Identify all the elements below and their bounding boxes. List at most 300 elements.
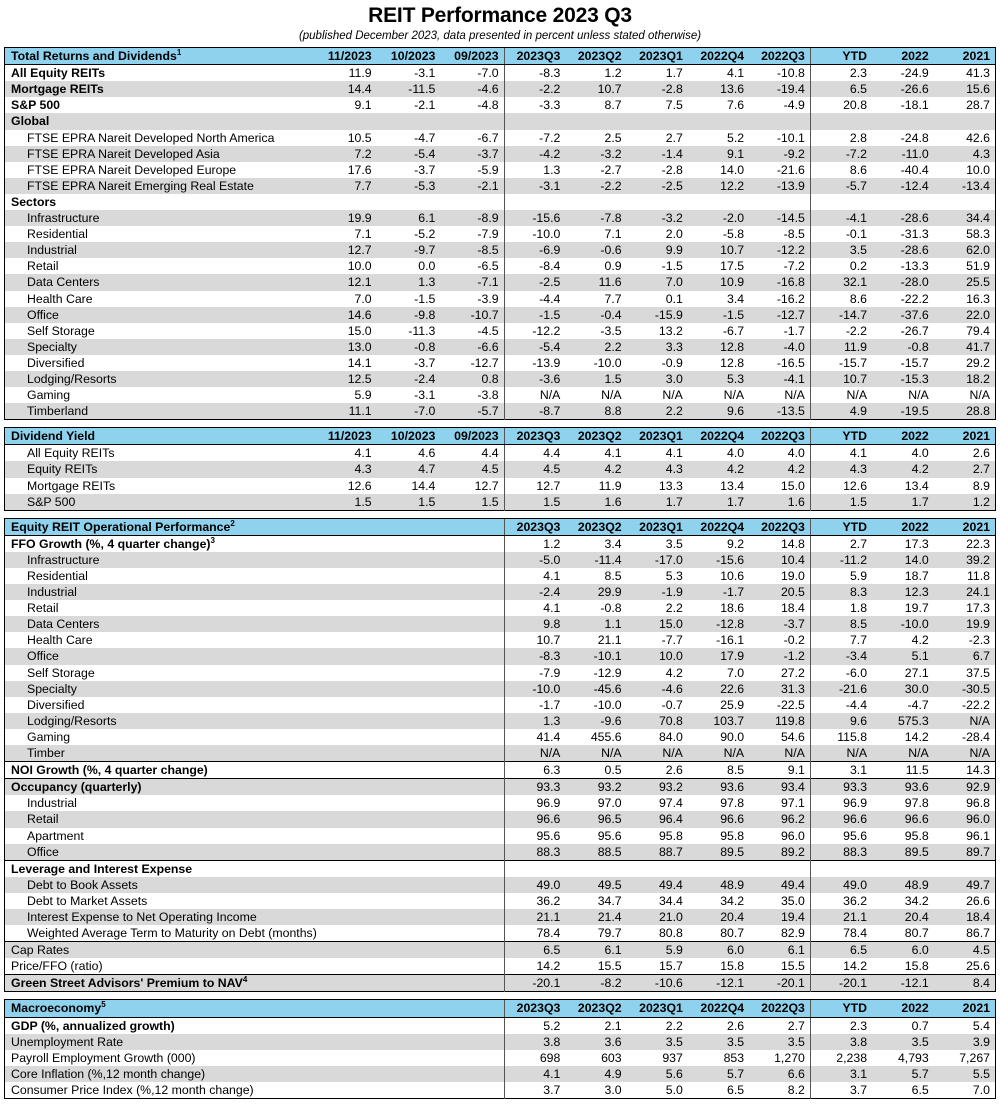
data-cell: 96.4 (627, 811, 688, 827)
table-row (5, 811, 996, 827)
row-label: Office (5, 844, 505, 861)
row-label: Timber (5, 745, 505, 762)
data-cell: 4.3 (934, 146, 996, 162)
data-cell (565, 860, 626, 877)
data-cell: -8.5 (440, 242, 504, 258)
data-cell: -7.2 (504, 130, 565, 146)
data-cell: 1.7 (688, 494, 749, 511)
data-cell: -8.7 (504, 403, 565, 420)
row-label: Apartment (5, 828, 505, 844)
row-label: All Equity REITs (5, 445, 313, 462)
data-cell: 27.2 (749, 665, 810, 681)
data-cell: -5.9 (440, 162, 504, 178)
data-cell: 1.8 (810, 600, 872, 616)
data-cell: 10.6 (688, 568, 749, 584)
data-cell: 1.3 (377, 274, 441, 290)
data-cell: 14.2 (810, 958, 872, 975)
data-cell: 0.8 (440, 371, 504, 387)
data-cell: N/A (872, 745, 934, 762)
row-label: Mortgage REITs (5, 478, 313, 494)
data-cell: -2.0 (688, 210, 749, 226)
data-cell: -4.2 (504, 146, 565, 162)
data-cell (313, 113, 377, 129)
row-label: Core Inflation (%,12 month change) (5, 1066, 505, 1082)
data-cell: -14.7 (810, 307, 872, 323)
table-row (5, 146, 996, 162)
data-cell: -8.9 (440, 210, 504, 226)
data-cell: 19.9 (934, 616, 996, 632)
data-cell: 9.1 (749, 762, 810, 779)
data-cell: 4.3 (810, 461, 872, 477)
data-cell: 4.2 (872, 461, 934, 477)
row-label: Data Centers (5, 616, 505, 632)
data-cell: -3.2 (627, 210, 688, 226)
column-header: 2023Q3 (504, 518, 565, 535)
column-header: YTD (810, 428, 872, 445)
table-row (5, 226, 996, 242)
data-cell: 1.5 (313, 494, 377, 511)
table-row (5, 1082, 996, 1099)
data-cell: -20.1 (810, 975, 872, 992)
data-cell: 8.6 (810, 162, 872, 178)
data-cell: 21.1 (565, 632, 626, 648)
data-cell: 93.2 (627, 779, 688, 796)
data-cell: 6.5 (688, 1082, 749, 1099)
data-cell: 88.3 (810, 844, 872, 861)
data-cell: -16.5 (749, 355, 810, 371)
data-cell: 3.5 (688, 1034, 749, 1050)
data-cell (749, 860, 810, 877)
data-cell: 25.6 (934, 958, 996, 975)
data-cell: -22.2 (934, 697, 996, 713)
data-cell: 4.2 (749, 461, 810, 477)
data-cell: -6.7 (440, 130, 504, 146)
data-cell: -0.8 (872, 339, 934, 355)
data-cell: 12.2 (688, 178, 749, 194)
data-cell: 1.1 (565, 616, 626, 632)
data-cell: 17.5 (688, 258, 749, 274)
data-cell: 30.0 (872, 681, 934, 697)
data-cell: 21.1 (504, 909, 565, 925)
column-header: 2023Q3 (504, 1000, 565, 1017)
table-row (5, 925, 996, 942)
data-cell: -5.4 (504, 339, 565, 355)
data-cell: -16.2 (749, 291, 810, 307)
table-row (5, 762, 996, 779)
data-cell: 6.5 (872, 1082, 934, 1099)
data-cell: 79.7 (565, 925, 626, 942)
data-cell: 36.2 (810, 893, 872, 909)
data-cell: -14.5 (749, 210, 810, 226)
data-cell: -3.5 (565, 323, 626, 339)
data-cell: 4.7 (377, 461, 441, 477)
data-cell: 95.6 (504, 828, 565, 844)
data-cell: N/A (810, 387, 872, 403)
data-cell: 4.2 (872, 632, 934, 648)
data-cell: -0.2 (749, 632, 810, 648)
data-cell: 10.7 (688, 242, 749, 258)
table-row (5, 568, 996, 584)
table-row (5, 648, 996, 664)
data-cell: 82.9 (749, 925, 810, 942)
row-label: Price/FFO (ratio) (5, 958, 505, 975)
data-cell (934, 194, 996, 210)
section-title: Total Returns and Dividends$^1$ (5, 48, 313, 65)
data-cell: 9.1 (313, 97, 377, 113)
data-cell: -12.2 (749, 242, 810, 258)
column-header: 2022Q4 (688, 48, 749, 65)
data-cell: -19.5 (872, 403, 934, 420)
row-label: Debt to Market Assets (5, 893, 505, 909)
data-cell: 6.5 (504, 942, 565, 959)
data-cell: 8.3 (810, 584, 872, 600)
row-label: FFO Growth (%, 4 quarter change)$^3$ (5, 535, 505, 552)
data-cell: 4.1 (504, 600, 565, 616)
data-cell: -8.4 (504, 258, 565, 274)
column-header: 2021 (934, 428, 996, 445)
row-label: Gaming (5, 729, 505, 745)
data-cell: 5.5 (934, 1066, 996, 1082)
data-cell: -7.7 (627, 632, 688, 648)
data-cell: 2.3 (810, 65, 872, 82)
row-label: S&P 500 (5, 494, 313, 511)
data-cell: 11.5 (872, 762, 934, 779)
data-cell: 4.2 (688, 461, 749, 477)
data-cell: 17.9 (688, 648, 749, 664)
data-cell: 93.6 (872, 779, 934, 796)
data-cell: N/A (627, 745, 688, 762)
data-cell: 97.4 (627, 795, 688, 811)
data-cell: 1.3 (504, 162, 565, 178)
data-cell: 4.9 (810, 403, 872, 420)
data-cell: 4.0 (688, 445, 749, 462)
data-cell: -3.3 (504, 97, 565, 113)
data-cell: -12.7 (440, 355, 504, 371)
data-cell: 34.2 (872, 893, 934, 909)
data-cell: -19.4 (749, 81, 810, 97)
data-cell: 6.5 (810, 81, 872, 97)
data-cell: 12.6 (313, 478, 377, 494)
data-cell: 1.6 (565, 494, 626, 511)
data-cell: 11.9 (313, 65, 377, 82)
data-cell: 1.2 (934, 494, 996, 511)
data-cell: 4.9 (565, 1066, 626, 1082)
table-row (5, 1034, 996, 1050)
page-subtitle: (published December 2023, data presented in percent unless stated otherwise) (298, 30, 702, 43)
row-label: Unemployment Rate (5, 1034, 505, 1050)
data-cell: 8.5 (565, 568, 626, 584)
data-cell: 2.6 (627, 762, 688, 779)
column-header: YTD (810, 518, 872, 535)
row-label: Lodging/Resorts (5, 713, 505, 729)
data-cell: 6.1 (565, 942, 626, 959)
data-cell: -10.0 (872, 616, 934, 632)
row-label: All Equity REITs (5, 65, 313, 82)
data-cell: -3.7 (377, 355, 441, 371)
column-header: 2023Q1 (627, 1000, 688, 1017)
data-cell: 49.0 (504, 877, 565, 893)
data-cell: 34.4 (627, 893, 688, 909)
data-cell: 1.5 (440, 494, 504, 511)
data-cell: N/A (810, 745, 872, 762)
data-cell: -7.2 (749, 258, 810, 274)
data-cell: -11.0 (872, 146, 934, 162)
table-row (5, 745, 996, 762)
data-cell: 7.0 (313, 291, 377, 307)
table-row (5, 779, 996, 796)
data-cell: -6.9 (504, 242, 565, 258)
data-cell: -3.4 (810, 648, 872, 664)
data-cell: 11.8 (934, 568, 996, 584)
data-cell: N/A (565, 745, 626, 762)
data-cell: 7.0 (934, 1082, 996, 1099)
data-cell (440, 194, 504, 210)
data-cell: -9.6 (565, 713, 626, 729)
data-cell: -1.9 (627, 584, 688, 600)
data-cell: 7.0 (688, 665, 749, 681)
column-header: 10/2023 (377, 48, 441, 65)
data-cell: 78.4 (504, 925, 565, 942)
data-cell: 28.7 (934, 97, 996, 113)
data-cell: -5.7 (810, 178, 872, 194)
data-cell: 12.8 (688, 339, 749, 355)
data-cell: -2.2 (565, 178, 626, 194)
data-cell: 4.2 (627, 665, 688, 681)
data-cell: 89.5 (688, 844, 749, 861)
data-cell: 18.2 (934, 371, 996, 387)
table-row (5, 828, 996, 844)
data-cell: 12.5 (313, 371, 377, 387)
row-label: Debt to Book Assets (5, 877, 505, 893)
data-cell: 25.5 (934, 274, 996, 290)
data-cell: -10.0 (565, 355, 626, 371)
data-cell: 2.8 (810, 130, 872, 146)
data-cell: -11.2 (810, 552, 872, 568)
data-cell: 41.3 (934, 65, 996, 82)
column-header: 10/2023 (377, 428, 441, 445)
data-cell: 9.1 (688, 146, 749, 162)
data-cell: 2.1 (565, 1017, 626, 1034)
data-cell: -8.5 (749, 226, 810, 242)
data-cell: 96.2 (749, 811, 810, 827)
data-cell: 21.4 (565, 909, 626, 925)
data-cell: -1.4 (627, 146, 688, 162)
data-cell: 7.5 (627, 97, 688, 113)
table-row (5, 339, 996, 355)
data-cell: 1.3 (504, 713, 565, 729)
row-label: Industrial (5, 795, 505, 811)
data-cell: 49.4 (749, 877, 810, 893)
table-row (5, 494, 996, 511)
data-cell: 6.0 (688, 942, 749, 959)
data-cell: 0.5 (565, 762, 626, 779)
data-cell: 17.3 (934, 600, 996, 616)
data-cell: 4.1 (810, 445, 872, 462)
data-cell: N/A (565, 387, 626, 403)
table-row (5, 371, 996, 387)
data-cell: -12.1 (688, 975, 749, 992)
row-label: Green Street Advisors' Premium to NAV$^4$ (5, 975, 505, 992)
data-cell: 2.6 (934, 445, 996, 462)
data-cell: 17.6 (313, 162, 377, 178)
row-label: Mortgage REITs (5, 81, 313, 97)
data-cell: 12.1 (313, 274, 377, 290)
data-cell: 575.3 (872, 713, 934, 729)
data-cell: 36.2 (504, 893, 565, 909)
data-cell: 97.1 (749, 795, 810, 811)
data-cell: 88.7 (627, 844, 688, 861)
data-cell: -26.6 (872, 81, 934, 97)
data-cell: 18.4 (934, 909, 996, 925)
section-title: Equity REIT Operational Performance$^2$ (5, 518, 505, 535)
data-cell: -2.5 (627, 178, 688, 194)
data-cell: 15.6 (934, 81, 996, 97)
data-cell (810, 860, 872, 877)
data-cell: 4.4 (440, 445, 504, 462)
data-cell: 0.9 (565, 258, 626, 274)
data-cell: 9.2 (688, 535, 749, 552)
data-cell: -15.7 (872, 355, 934, 371)
table-row (5, 713, 996, 729)
row-label: FTSE EPRA Nareit Developed North America (5, 130, 313, 146)
data-cell (934, 860, 996, 877)
page-title: REIT Performance 2023 Q3 (368, 4, 632, 27)
table-row (5, 323, 996, 339)
data-cell (313, 194, 377, 210)
data-cell: -31.3 (872, 226, 934, 242)
data-cell: -0.1 (810, 226, 872, 242)
data-cell (565, 194, 626, 210)
data-cell (627, 113, 688, 129)
data-cell: 19.9 (313, 210, 377, 226)
table-equity-reit-operational (4, 518, 996, 993)
data-cell: -4.5 (440, 323, 504, 339)
data-cell: 15.5 (749, 958, 810, 975)
data-cell: 34.4 (934, 210, 996, 226)
data-cell: -2.1 (440, 178, 504, 194)
table-row (5, 584, 996, 600)
data-cell: 62.0 (934, 242, 996, 258)
data-cell: -12.4 (872, 178, 934, 194)
data-cell: 21.1 (810, 909, 872, 925)
data-cell: 12.7 (440, 478, 504, 494)
data-cell: 3.1 (810, 762, 872, 779)
data-cell (688, 860, 749, 877)
data-cell: 2.2 (627, 600, 688, 616)
data-cell: 22.6 (688, 681, 749, 697)
data-cell: 10.7 (565, 81, 626, 97)
row-label: Specialty (5, 339, 313, 355)
data-cell: 95.8 (688, 828, 749, 844)
data-cell: -22.5 (749, 697, 810, 713)
data-cell: 4.5 (440, 461, 504, 477)
data-cell: 13.6 (688, 81, 749, 97)
data-cell: 2.2 (565, 339, 626, 355)
data-cell: 3.5 (749, 1034, 810, 1050)
data-cell: 10.5 (313, 130, 377, 146)
data-cell: 13.3 (627, 478, 688, 494)
data-cell: 19.0 (749, 568, 810, 584)
data-cell: 48.9 (688, 877, 749, 893)
data-cell: -4.7 (377, 130, 441, 146)
data-cell: 12.6 (810, 478, 872, 494)
data-cell: 7.1 (313, 226, 377, 242)
data-cell: 14.2 (504, 958, 565, 975)
data-cell: 1,270 (749, 1050, 810, 1066)
data-cell: -9.2 (749, 146, 810, 162)
data-cell: 1.7 (627, 494, 688, 511)
data-cell: 3.3 (627, 339, 688, 355)
data-cell: 4.1 (688, 65, 749, 82)
column-header: 2022Q4 (688, 428, 749, 445)
data-cell: 35.0 (749, 893, 810, 909)
data-cell: 2.3 (810, 1017, 872, 1034)
row-label: Gaming (5, 387, 313, 403)
data-cell: -9.7 (377, 242, 441, 258)
data-cell: 31.3 (749, 681, 810, 697)
data-cell: 18.7 (872, 568, 934, 584)
footnote-marker: 3 (210, 535, 215, 545)
data-cell: -3.6 (504, 371, 565, 387)
data-cell: 3.4 (688, 291, 749, 307)
row-label: Interest Expense to Net Operating Income (5, 909, 505, 925)
data-cell: 13.4 (872, 478, 934, 494)
data-cell: -1.5 (504, 307, 565, 323)
data-cell: 119.8 (749, 713, 810, 729)
column-header: 2021 (934, 48, 996, 65)
table-row (5, 1017, 996, 1034)
column-header: YTD (810, 48, 872, 65)
table-row (5, 274, 996, 290)
data-cell: -10.7 (440, 307, 504, 323)
data-cell: 49.0 (810, 877, 872, 893)
data-cell: -11.3 (377, 323, 441, 339)
data-cell: -2.8 (627, 162, 688, 178)
data-cell: -24.9 (872, 65, 934, 82)
data-cell: 86.7 (934, 925, 996, 942)
data-cell: -4.6 (627, 681, 688, 697)
table-row (5, 729, 996, 745)
data-cell: 5.9 (313, 387, 377, 403)
data-cell: 0.0 (377, 258, 441, 274)
data-cell: 48.9 (872, 877, 934, 893)
data-cell: 96.0 (749, 828, 810, 844)
table-row (5, 552, 996, 568)
data-cell: -10.0 (565, 697, 626, 713)
table-row (5, 893, 996, 909)
table-row (5, 860, 996, 877)
data-cell: 37.5 (934, 665, 996, 681)
data-cell (749, 113, 810, 129)
data-cell: 25.9 (688, 697, 749, 713)
data-cell: -12.7 (749, 307, 810, 323)
data-cell: -3.1 (377, 65, 441, 82)
table-row (5, 975, 996, 992)
data-cell: 2.2 (627, 403, 688, 420)
data-cell: 5.7 (688, 1066, 749, 1082)
data-cell: 7.7 (313, 178, 377, 194)
row-label: GDP (%, annualized growth) (5, 1017, 505, 1034)
data-cell: -5.3 (377, 178, 441, 194)
column-header: 09/2023 (440, 48, 504, 65)
table-row (5, 1066, 996, 1082)
data-cell (810, 113, 872, 129)
data-cell: 49.4 (627, 877, 688, 893)
data-cell: 93.3 (810, 779, 872, 796)
footnote-marker: 5 (101, 1000, 106, 1010)
data-cell: -5.0 (504, 552, 565, 568)
row-label: Self Storage (5, 323, 313, 339)
